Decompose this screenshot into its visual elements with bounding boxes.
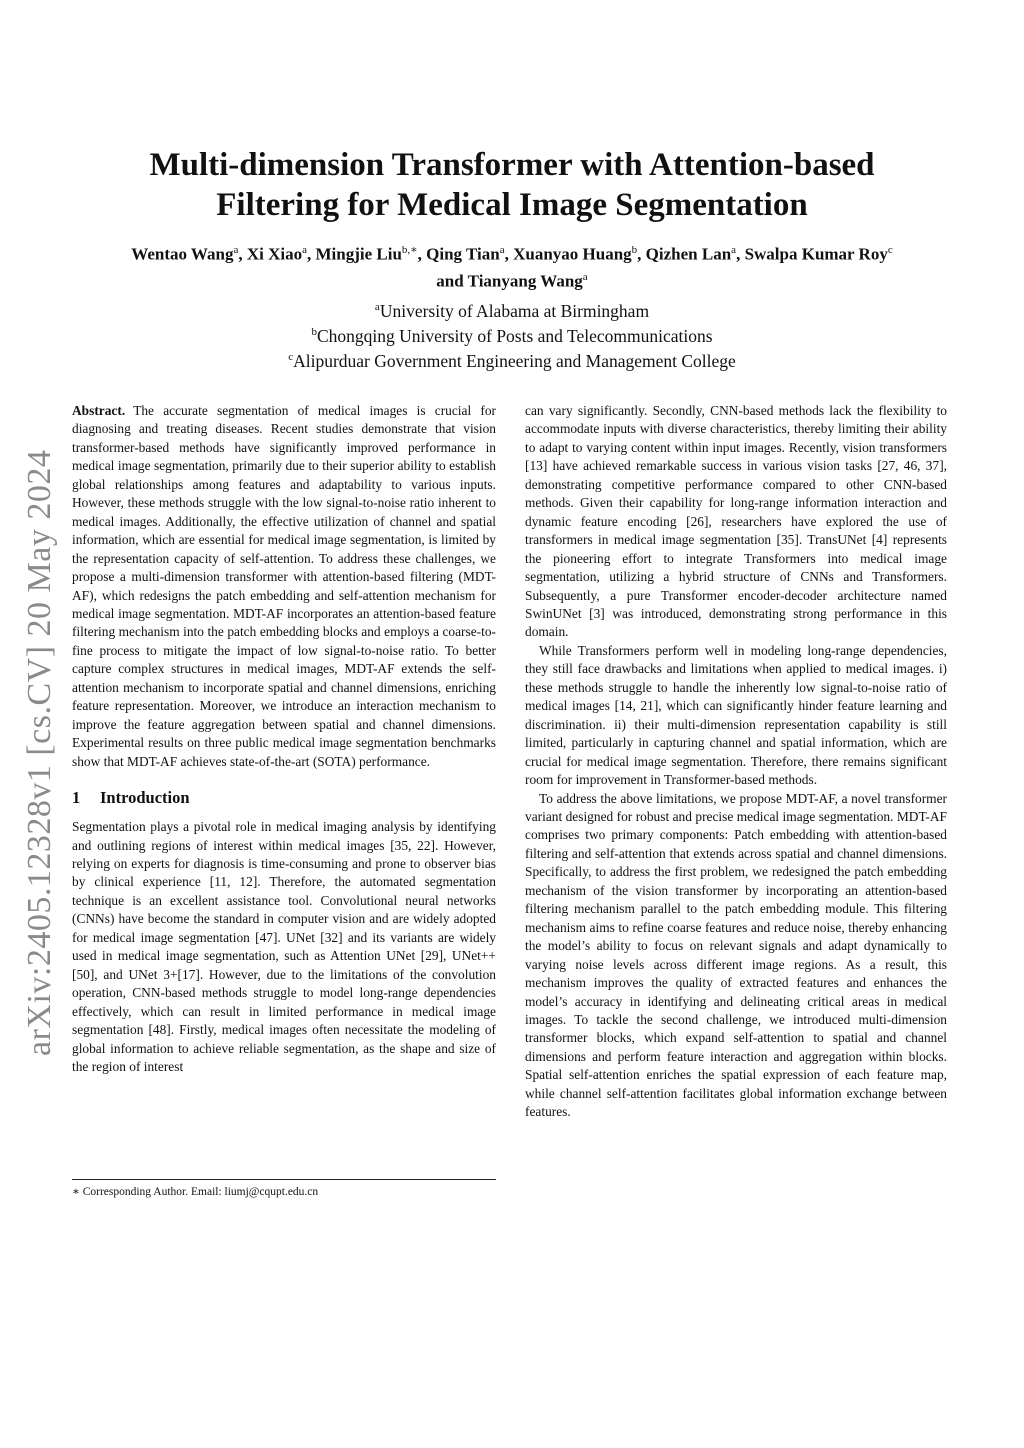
affiliation-mark: a [374,301,380,313]
footnote-text: Corresponding Author. Email: liumj@cqupt.edu.cn [82,1186,319,1198]
section-heading [72,787,496,809]
author-conjunction: and [436,271,464,291]
author-name: Qizhen Lan [645,244,732,264]
author-name: Mingjie Liu [315,244,402,264]
abstract [72,402,496,771]
affiliation [120,297,904,322]
arxiv-identifier-stamp: arXiv:2405.12328v1 [cs.CV] 20 May 2024 [21,449,58,1056]
section-title: Introduction [100,788,190,808]
affiliation-name: Chongqing University of Posts and Telecommunications [316,325,713,346]
author-list: Wentao Wang$^a$, Xi Xiao$^a$, Mingjie Liu$^{b,∗}$, Qing Tian$^a$, Xuanyao Huang$^b$, Qizhen Lan$^a$, Swalpa Kumar Roy$^c$ and Tianyang Wang$^a$ [131,244,893,291]
affiliation-mark: b [311,325,317,338]
author-affiliation-mark: b [631,244,638,256]
affiliation [120,322,904,347]
author-affiliation-mark: a [499,244,505,256]
author-affiliation-mark: a [582,270,588,283]
author-affiliation-mark: c [887,244,893,256]
left-column [72,402,496,1076]
title-line-1: Multi-dimension Transformer with Attention-based [149,147,875,183]
footnote-divider [72,1179,496,1180]
paper-title [80,145,944,225]
title-line-2: Filtering for Medical Image Segmentation [216,187,808,223]
author-affiliation-mark: a [302,244,307,256]
affiliation-list [120,297,904,371]
author-affiliation-mark: a [731,244,737,256]
author-affiliation-mark: b,∗ [401,244,418,256]
author-name: Swalpa Kumar Roy [744,244,888,264]
author-affiliation-mark: a [233,244,239,256]
affiliation-name: University of Alabama at Birmingham [379,300,650,321]
affiliation [120,347,904,372]
intro-paragraph-1-part-2: can vary significantly. Secondly, CNN-based methods lack the flexibility to accommodate inputs with diverse characteristics, thereby limiting their ability to adapt to varying content within input images. Recently, vision transformers [13] have achieved remarkable success in various vision tasks [27, 46, 37], demonstrating competitive performance compared to other CNN-based methods. Given their capability for long-range information interaction and dynamic feature encoding [26], researchers have explored the use of transformers in medical image segmentation [35]. TransUNet [4] represents the pioneering effort to integrate Transformers into medical image segmentation, utilizing a hybrid structure of CNNs and Transformers. Subsequently, a pure Transformer encoder-decoder architecture named SwinUNet [3] was introduced, demonstrating strong performance in this domain. [525,403,947,640]
intro-paragraph-3: To address the above limitations, we propose MDT-AF, a novel transformer variant designed for robust and precise medical image segmentation. MDT-AF comprises two primary components: Patch embedding with attention-based filtering and self-attention that extends across spatial and channel dimensions. Specifically, to address the first problem, we redesigned the patch embedding mechanism of the vision transformer by incorporating an attention-based filtering mechanism parallel to the patch embedding module. This filtering mechanism aims to refine coarse features and reduce noise, thereby enhancing the model’s ability to focus on relevant signals and adapt dynamically to varying noise levels across different image regions. As a result, this mechanism improves the quality of extracted features and enhances the model’s accuracy in identifying and delineating critical areas in medical images. To tackle the second challenge, we introduced multi-dimension transformer blocks, which expand self-attention to spatial and channel dimensions and perform feature interaction and aggregation within blocks. Spatial self-attention enriches the spatial expression of each feature map, while channel self-attention facilitates global information exchange between features. [525,790,947,1120]
author-name: Xuanyao Huang [513,244,632,264]
author-name: Wentao Wang [131,244,234,264]
abstract-label: Abstract. [72,403,126,418]
abstract-text: The accurate segmentation of medical images is crucial for diagnosing and treating diseases. Recent studies demonstrate that vision transformer-based methods have significantly improved performance in medical image segmentation, primarily due to their superior ability to establish global relationships among features and adaptability to various inputs. However, these methods struggle with the low signal-to-noise ratio inherent to medical images. Additionally, the effective utilization of channel and spatial information, which are essential for medical image segmentation, is limited by the representation capacity of self-attention. To address these challenges, we propose a multi-dimension transformer with attention-based filtering (MDT-AF), which redesigns the patch embedding and self-attention mechanism for medical image segmentation. MDT-AF incorporates an attention-based feature filtering mechanism into the patch embedding blocks and employs a coarse-to-fine process to mitigate the impact of low signal-to-noise ratio. To better capture complex structures in medical images, MDT-AF extends the self-attention mechanism to incorporate spatial and channel dimensions, enriching feature representation. Moreover, we introduce an interaction mechanism to improve the feature aggregation between spatial and channel dimensions. Experimental results on three public medical image segmentation benchmarks show that MDT-AF achieves state-of-the-art (SOTA) performance. [72,403,496,769]
author-name: Qing Tian [426,244,500,264]
section-number: 1 [72,788,81,808]
author-name: Xi Xiao [246,244,303,264]
intro-paragraph-2: While Transformers perform well in modeling long-range dependencies, they still face drawbacks and limitations when applied to medical images. i) these methods struggle to handle the inherently low signal-to-noise ratio of medical images [14, 21], which can significantly hinder feature learning and discrimination. ii) their multi-dimension representation capability is still limited, particularly in capturing channel and spatial information, which are crucial for medical image segmentation. Therefore, there remains significant room for improvement in Transformer-based methods. [525,642,947,788]
footnote-mark: ∗ [72,1186,80,1198]
affiliation-mark: c [288,350,294,363]
right-column [525,402,947,1122]
author-name: Tianyang Wang [467,271,583,291]
affiliation-name: Alipurduar Government Engineering and Management College [293,350,736,371]
intro-paragraph-1-part-1: Segmentation plays a pivotal role in medical imaging analysis by identifying and outlining regions of interest within medical images [35, 22]. However, relying on experts for diagnosis is time-consuming and prone to observer bias by clinical experience [11, 12]. Therefore, the automated segmentation technique is an excellent assistance tool. Convolutional neural networks (CNNs) have become the standard in computer vision and are widely adopted for medical image segmentation [47]. UNet [32] and its variants are widely used in medical image segmentation, such as Attention UNet [29], UNet++[50], and UNet 3+[17]. However, due to the limitations of the convolution operation, CNN-based methods struggle to model long-range dependencies effectively, which can result in limited performance in medical image segmentation [48]. Firstly, medical images often necessitate the modeling of global information to achieve reliable segmentation, as the shape and size of the region of interest [72,819,496,1074]
footnote [72,1184,496,1200]
